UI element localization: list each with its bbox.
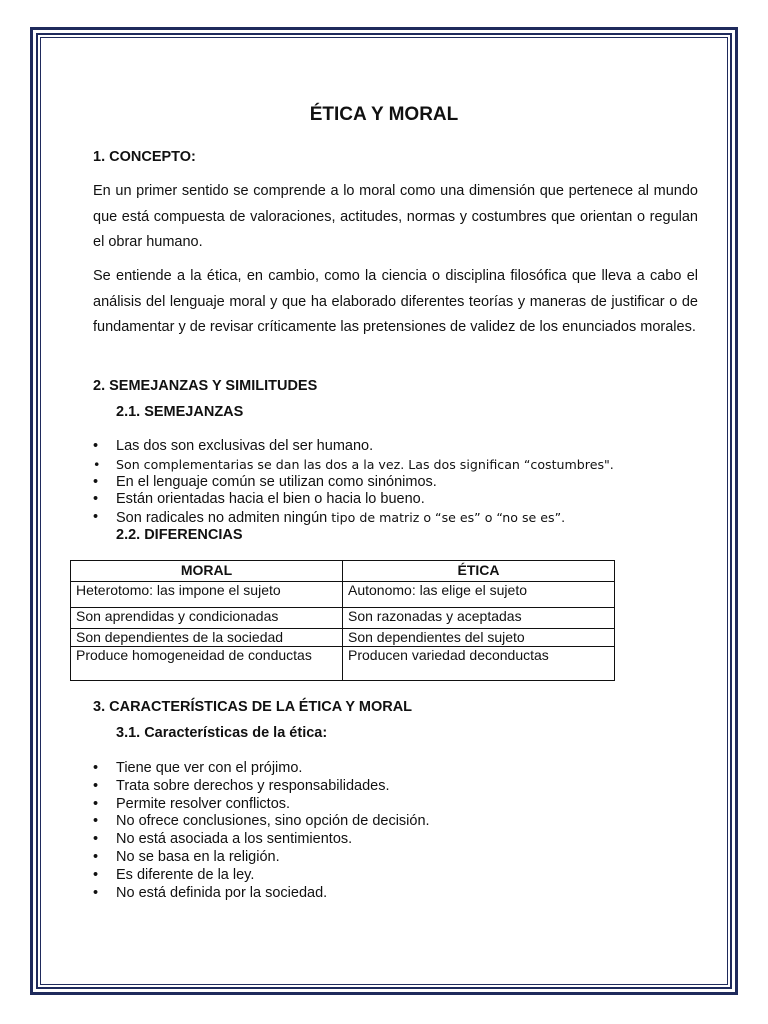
list-item xyxy=(93,509,614,527)
list-item: • No se basa en la religión. xyxy=(93,849,430,867)
list-item: • Son complementarias se dan las dos a la vez. Las dos significan “costumbres". xyxy=(93,456,614,474)
table-cell: Son dependientes del sujeto xyxy=(343,629,615,647)
concept-paragraph-2: Se entiende a la ética, en cambio, como la ciencia o disciplina filosófica que lleva a cabo el análisis del lenguaje moral y que ha elaborado diferentes teorías y maneras de justificar o de fundamentar y de revisar críticamente las pretensiones de validez de los enunciados morales. xyxy=(93,268,698,335)
list-item: • No está asociada a los sentimientos. xyxy=(93,831,430,849)
table-row xyxy=(71,582,615,608)
table-header-moral: MORAL xyxy=(71,561,343,582)
list-item: • No está definida por la sociedad. xyxy=(93,885,430,903)
table-cell: Son razonadas y aceptadas xyxy=(343,608,615,629)
list-item: • Las dos son exclusivas del ser humano. xyxy=(93,438,614,456)
table-cell: Producen variedad deconductas xyxy=(343,647,615,681)
table-cell: Produce homogeneidad de conductas xyxy=(71,647,343,681)
table-cell: Autonomo: las elige el sujeto xyxy=(343,582,615,608)
list-item-text-alt: tipo de matriz o “se es” o “no se es”. xyxy=(331,510,566,526)
list-item: • Trata sobre derechos y responsabilidades. xyxy=(93,778,430,796)
list-item: • Es diferente de la ley. xyxy=(93,867,430,885)
section-2-heading: 2. SEMEJANZAS Y SIMILITUDES xyxy=(93,378,318,394)
subsection-2-2-heading: 2.2. DIFERENCIAS xyxy=(116,527,243,543)
concept-paragraph-1: En un primer sentido se comprende a lo moral como una dimensión que pertenece al mundo que está compuesta de valoraciones, actitudes, normas y costumbres que orientan o regulan el obrar humano. xyxy=(93,183,698,250)
table-cell: Son dependientes de la sociedad xyxy=(71,629,343,647)
section-1-heading: 1. CONCEPTO: xyxy=(93,149,196,165)
section-3-heading: 3. CARACTERÍSTICAS DE LA ÉTICA Y MORAL xyxy=(93,699,413,715)
table-row xyxy=(71,608,615,629)
list-item: • Tiene que ver con el prójimo. xyxy=(93,760,430,778)
table-header-row xyxy=(71,561,615,582)
table-cell: Son aprendidas y condicionadas xyxy=(71,608,343,629)
similarities-list xyxy=(93,438,614,527)
subsection-3-1-heading: 3.1. Características de la ética: xyxy=(116,725,328,741)
table-cell: Heterotomo: las impone el sujeto xyxy=(71,582,343,608)
list-item-text: Son radicales no admiten ningún xyxy=(116,510,332,527)
table-row xyxy=(71,629,615,647)
table-header-etica: ÉTICA xyxy=(343,561,615,582)
list-item: • Están orientadas hacia el bien o hacia lo bueno. xyxy=(93,491,614,509)
document-title: ÉTICA Y MORAL xyxy=(309,104,459,125)
list-item: • En el lenguaje común se utilizan como sinónimos. xyxy=(93,474,614,492)
differences-table xyxy=(70,560,615,681)
list-item: • Permite resolver conflictos. xyxy=(93,796,430,814)
table-row xyxy=(71,647,615,681)
list-item: • No ofrece conclusiones, sino opción de decisión. xyxy=(93,813,430,831)
subsection-2-1-heading: 2.1. SEMEJANZAS xyxy=(116,404,244,420)
ethics-characteristics-list xyxy=(93,760,430,902)
